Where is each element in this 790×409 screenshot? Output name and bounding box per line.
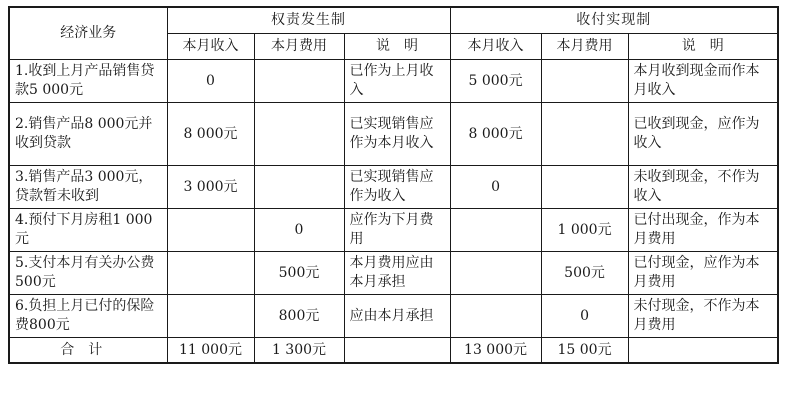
business-cell: 4.预付下月房租1 000元: [9, 209, 167, 252]
accrual-income-cell: 0: [167, 60, 254, 103]
accrual-income-cell: [167, 252, 254, 295]
cash-income-cell: 5 000元: [450, 60, 541, 103]
accounting-comparison-table-container: [8, 6, 779, 364]
table-row: [9, 295, 778, 338]
table-row: [9, 166, 778, 209]
business-cell: 6.负担上月已付的保险费800元: [9, 295, 167, 338]
cash-note-cell: 未收到现金，不作为收入: [628, 166, 778, 209]
accrual-income-cell: [167, 295, 254, 338]
accrual-note-cell: 已作为上月收入: [344, 60, 450, 103]
cash-note-cell: 本月收到现金而作本月收入: [628, 60, 778, 103]
cash-expense-cell: [541, 103, 628, 166]
cash-income-cell: 8 000元: [450, 103, 541, 166]
header-cash-basis: 收付实现制: [450, 7, 778, 34]
total-row: [9, 338, 778, 364]
header-cash-note: 说 明: [628, 34, 778, 60]
cash-expense-cell: 0: [541, 295, 628, 338]
business-cell: 2.销售产品8 000元并收到贷款: [9, 103, 167, 166]
table-row: [9, 252, 778, 295]
accrual-expense-cell: [254, 60, 344, 103]
header-accrual-income: 本月收入: [167, 34, 254, 60]
cash-income-cell: 0: [450, 166, 541, 209]
cash-expense-cell: 500元: [541, 252, 628, 295]
accrual-note-cell: 已实现销售应作为本月收入: [344, 103, 450, 166]
business-cell: 5.支付本月有关办公费500元: [9, 252, 167, 295]
total-cash-expense: 15 00元: [541, 338, 628, 364]
accrual-note-cell: 本月费用应由本月承担: [344, 252, 450, 295]
table-row: [9, 103, 778, 166]
table-row: [9, 209, 778, 252]
total-cash-income: 13 000元: [450, 338, 541, 364]
header-business: 经济业务: [9, 7, 167, 60]
accounting-comparison-table: [8, 6, 779, 364]
cash-expense-cell: [541, 60, 628, 103]
accrual-expense-cell: 500元: [254, 252, 344, 295]
table-row: [9, 60, 778, 103]
cash-note-cell: 已付出现金，作为本月费用: [628, 209, 778, 252]
header-accrual-basis: 权责发生制: [167, 7, 450, 34]
accrual-expense-cell: [254, 103, 344, 166]
business-cell: 3.销售产品3 000元，贷款暂未收到: [9, 166, 167, 209]
cash-income-cell: [450, 295, 541, 338]
accrual-note-cell: 应作为下月费用: [344, 209, 450, 252]
header-accrual-expense: 本月费用: [254, 34, 344, 60]
cash-note-cell: 已付现金，应作为本月费用: [628, 252, 778, 295]
total-label: 合计: [9, 338, 167, 364]
cash-income-cell: [450, 209, 541, 252]
accrual-expense-cell: 0: [254, 209, 344, 252]
cash-expense-cell: 1 000元: [541, 209, 628, 252]
accrual-income-cell: [167, 209, 254, 252]
accrual-expense-cell: [254, 166, 344, 209]
header-row-1: [9, 7, 778, 34]
total-accrual-income: 11 000元: [167, 338, 254, 364]
accrual-expense-cell: 800元: [254, 295, 344, 338]
total-cash-note: [628, 338, 778, 364]
cash-note-cell: 已收到现金，应作为收入: [628, 103, 778, 166]
accrual-income-cell: 3 000元: [167, 166, 254, 209]
cash-expense-cell: [541, 166, 628, 209]
header-accrual-note: 说 明: [344, 34, 450, 60]
accrual-income-cell: 8 000元: [167, 103, 254, 166]
header-cash-income: 本月收入: [450, 34, 541, 60]
total-accrual-note: [344, 338, 450, 364]
accrual-note-cell: 应由本月承担: [344, 295, 450, 338]
cash-note-cell: 未付现金，不作为本月费用: [628, 295, 778, 338]
cash-income-cell: [450, 252, 541, 295]
accrual-note-cell: 已实现销售应作为收入: [344, 166, 450, 209]
header-cash-expense: 本月费用: [541, 34, 628, 60]
total-accrual-expense: 1 300元: [254, 338, 344, 364]
business-cell: 1.收到上月产品销售贷款5 000元: [9, 60, 167, 103]
